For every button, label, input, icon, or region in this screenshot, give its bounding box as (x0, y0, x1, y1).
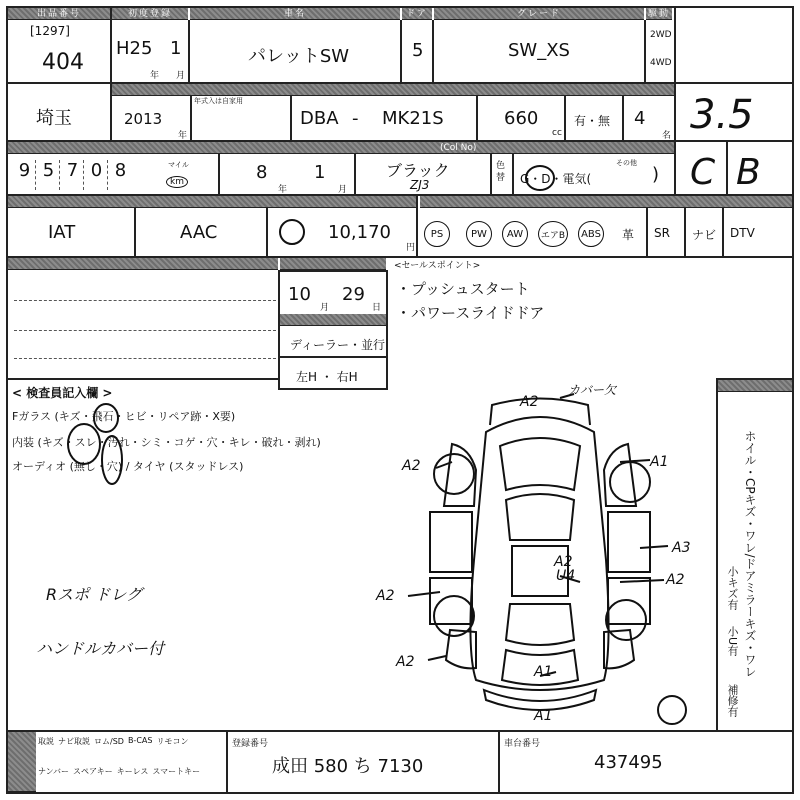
steering: 左H ・ 右H (296, 370, 358, 384)
drive-2wd: 2WD (650, 30, 672, 40)
leader (428, 656, 446, 660)
footer-items-row2 (38, 766, 200, 777)
seats-unit: 名 (662, 131, 672, 141)
inspector-line3: オーディオ (無し・穴) / タイヤ (スタッドレス) (12, 460, 244, 473)
divider (226, 730, 228, 794)
mileage-digit: 9 (14, 160, 36, 190)
shaken-month-unit: 月 (338, 185, 348, 195)
equip-abs: ABS (578, 221, 604, 247)
chassis: 437495 (594, 752, 663, 773)
mark-a2-left: A2 (376, 588, 395, 604)
item-rom-sd: ロム/SD (94, 737, 124, 746)
item-spare-key: スペアキー (73, 767, 113, 776)
mark-a1-right-front: A1 (650, 454, 669, 470)
side-notes-header (718, 380, 792, 392)
leader (620, 460, 650, 462)
equip-sunroof: SR (654, 226, 670, 240)
model-year: 2013 (124, 110, 163, 128)
equip-aw: AW (502, 221, 528, 247)
inspector-hand1: Rスポ ドレグ (46, 585, 142, 604)
wheel-fr (610, 462, 650, 502)
fuel-close: ) (652, 164, 660, 185)
mileage-mile-label: マイル (168, 161, 189, 169)
item-number: ナンバー (38, 767, 70, 776)
shaken-year: 8 (256, 162, 268, 183)
first-reg-month: 1 (170, 38, 182, 59)
equip-navi: ナビ (692, 228, 717, 242)
score: 3.5 (690, 92, 754, 138)
mark-a3-right: A3 (672, 540, 691, 556)
mark-a1-rear: A1 (534, 664, 553, 680)
inspector-line1: Fガラス (キズ・飛石・ヒビ・リペア跡・X要) (12, 410, 236, 423)
mileage-digit: 5 (38, 160, 60, 190)
mark-a2-left-front: A2 (402, 458, 421, 474)
equip-pw: PW (466, 221, 492, 247)
fuel-circle (526, 166, 554, 190)
color-side-label: 色替 (496, 161, 506, 183)
hood (500, 438, 580, 490)
sub-number: [1297] (30, 24, 70, 38)
color-code-label: (Col No) (440, 143, 477, 153)
item-manual: 取説 (38, 737, 54, 746)
color-code: ZJ3 (410, 178, 430, 192)
inspector-hand2: ハンドルカバー付 (36, 639, 165, 658)
equip-airbag: エアB (538, 221, 568, 247)
recycle-fee: 10,170 (328, 222, 391, 243)
wheel-fl (434, 454, 474, 494)
first-reg-header: 初度登録 (112, 6, 188, 20)
mark-a2-roof: A2 (554, 554, 573, 570)
doors: 5 (412, 40, 424, 61)
side-notes-hand1: 小キズ有 (726, 566, 739, 610)
leader (620, 580, 664, 582)
reg-day-unit: 日 (372, 303, 382, 313)
sales-point-2: ・パワースライドドア (396, 304, 545, 322)
car-body (470, 417, 608, 690)
front-bumper (490, 399, 590, 426)
sales-point-title: <セールスポイント> (394, 261, 481, 271)
windshield (506, 494, 574, 540)
equip-dtv: DTV (730, 226, 755, 240)
rear-bumper (484, 690, 596, 710)
divider (498, 730, 500, 794)
reg-deadline-day: 29 (342, 284, 365, 305)
wheel-rr (606, 600, 646, 640)
mileage-digit: 8 (114, 160, 127, 181)
mileage-digit: 0 (86, 160, 108, 190)
fuel-other-label: その他 (616, 159, 637, 167)
color: ブラック (386, 161, 450, 180)
hand-circle (94, 404, 118, 432)
displacement: 660 (504, 108, 539, 129)
side-notes-label: ホイル・CPキズ・ワレ/ドアミラーキズ・ワレ (743, 430, 757, 678)
mark-a2-right: A2 (666, 572, 685, 588)
mark-a2-left-rear: A2 (396, 654, 415, 670)
drive-4wd: 4WD (650, 58, 672, 68)
import-type: ディーラー・並行 (290, 338, 386, 352)
inspector-title: < 検査員記入欄 > (12, 386, 113, 400)
side-notes-hand2: 小U有 (726, 626, 739, 657)
left-door-front (430, 512, 472, 572)
left-fender (444, 444, 476, 506)
spare-wheel (658, 696, 686, 724)
seats: 4 (634, 108, 646, 129)
item-navi-manual: ナビ取説 (58, 737, 90, 746)
footer-items-row1 (38, 736, 188, 747)
listing-number-header: 出品番号 (8, 6, 110, 20)
interior-grade: C (690, 152, 716, 193)
drive-header: 駆動 (646, 6, 672, 20)
model-dash: - (352, 108, 359, 129)
equip-ps: PS (424, 221, 450, 247)
grade-header: グレード (434, 6, 644, 20)
year-unit: 年 (150, 71, 160, 81)
side-notes-hand3: 補修有 (726, 684, 739, 717)
reg-month-unit: 月 (320, 303, 330, 313)
chassis-label: 車台番号 (504, 739, 541, 749)
right-fender (604, 444, 636, 506)
hand-circle (68, 424, 100, 464)
prefecture: 埼玉 (36, 108, 72, 129)
item-bcas: B-CAS (127, 736, 153, 745)
leader (640, 546, 668, 548)
aircon: AAC (180, 222, 218, 243)
fuel-option: G・D・電気( (520, 172, 592, 186)
plate: 成田 580 ち 7130 (272, 756, 424, 777)
plate-label: 登録番号 (232, 739, 269, 749)
reg-deadline-month: 10 (288, 284, 311, 305)
mileage-unit: km (166, 176, 188, 188)
car-name-header: 車名 (190, 6, 400, 20)
model-code: MK21S (382, 108, 444, 129)
inspector-line2: 内装 (キズ・スレ・汚れ・シミ・コゲ・穴・キレ・破れ・剥れ) (12, 436, 321, 449)
item-smart-key: スマートキー (152, 767, 201, 776)
mileage-digit: 7 (62, 160, 84, 190)
exterior-grade: B (736, 152, 761, 193)
rear-glass (506, 604, 574, 645)
mark-cover-missing: カバー欠 (568, 383, 617, 397)
option: 有・無 (574, 114, 611, 128)
shaken-year-unit: 年 (278, 185, 288, 195)
model-year-note: 年式入は自家用 (194, 97, 243, 105)
hand-circle (102, 436, 122, 484)
transmission: IAT (48, 222, 76, 243)
mark-u4-roof: U4 (556, 568, 576, 584)
recycle-unit: 円 (406, 243, 416, 253)
model-prefix: DBA (300, 108, 339, 129)
sales-point-1: ・プッシュスタート (396, 280, 530, 298)
month-unit: 月 (176, 71, 186, 81)
ps-circle (280, 220, 304, 244)
mark-a1-bumper: A1 (534, 708, 553, 724)
equip-leather: 革 (622, 228, 635, 242)
leader (408, 592, 440, 596)
mark-a2-front: A2 (520, 394, 539, 410)
model-year-unit: 年 (178, 131, 188, 141)
listing-number: 404 (42, 50, 84, 75)
item-remote: リモコン (156, 737, 189, 746)
shaken-month: 1 (314, 162, 326, 183)
right-door-front (608, 512, 650, 572)
grade: SW_XS (508, 40, 570, 61)
first-reg-era: H25 (116, 38, 153, 59)
displacement-unit: cc (552, 128, 562, 138)
door-header: ドア (402, 6, 432, 20)
footer-side-header (8, 732, 36, 792)
item-keyless: キーレス (116, 767, 149, 776)
car-name: パレットSW (248, 46, 350, 67)
